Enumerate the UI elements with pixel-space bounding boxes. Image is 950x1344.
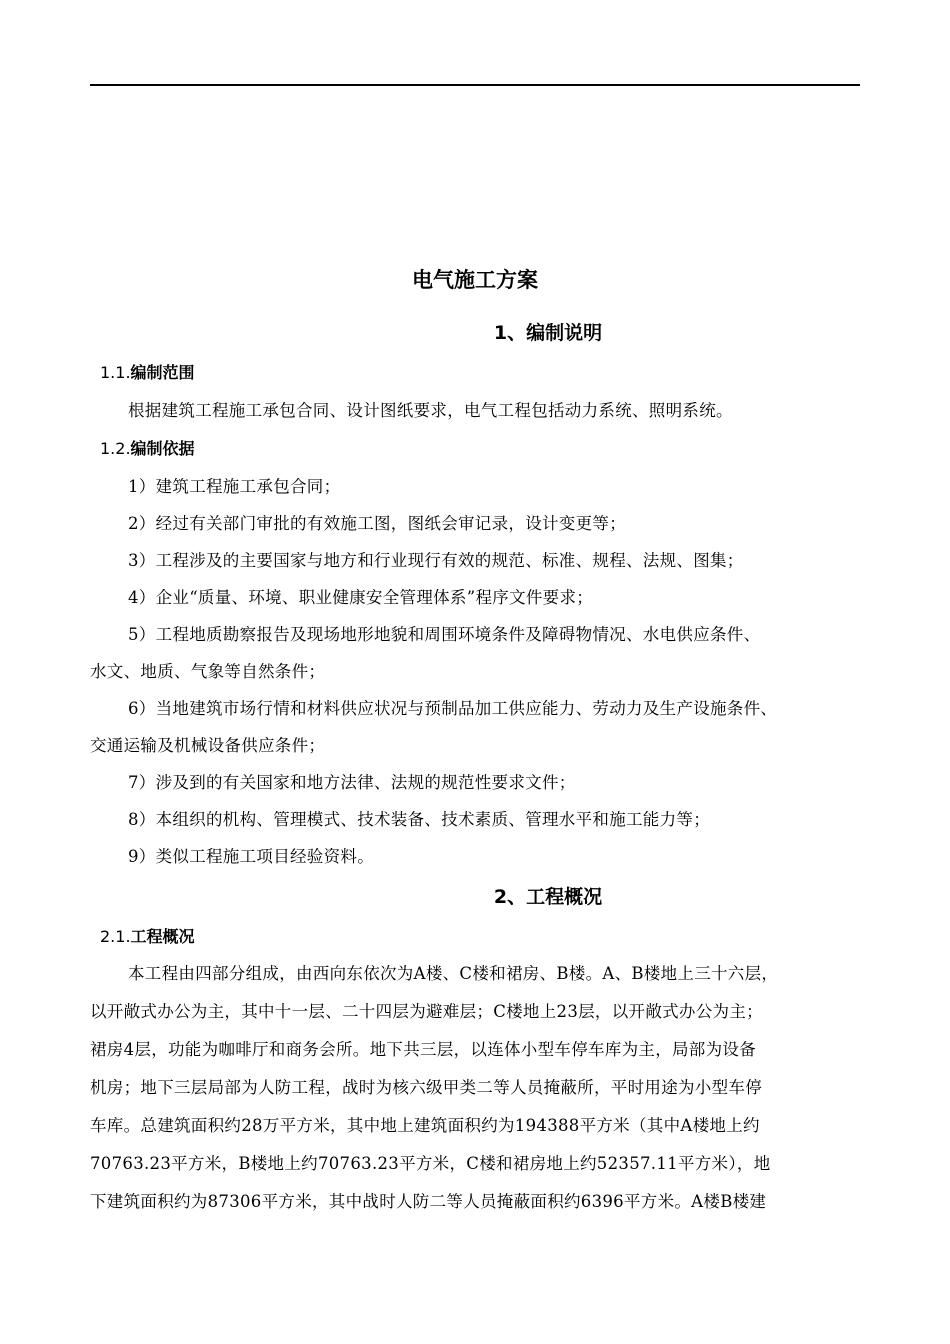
paragraph-line: 机房；地下三层局部为人防工程，战时为核六级甲类二等人员掩蔽所，平时用途为小型车停 (90, 1078, 762, 1097)
paragraph-line: 下建筑面积约为87306平方米，其中战时人防二等人员掩蔽面积约6396平方米。A楼B楼建 (90, 1192, 767, 1211)
subsection-title: 编制范围 (130, 363, 195, 382)
paragraph-line: 裙房4层，功能为咖啡厅和商务会所。地下共三层，以连体小型车停车库为主，局部为设备 (90, 1040, 756, 1059)
subsection-heading-1-1 (100, 360, 195, 383)
subsection-heading-2-1 (100, 924, 195, 947)
list-item: 9）类似工程施工项目经验资料。 (128, 847, 374, 866)
header-rule (90, 84, 860, 86)
list-item: 5）工程地质勘察报告及现场地形地貌和周围环境条件及障碍物情况、水电供应条件、 (128, 625, 761, 644)
list-item: 3）工程涉及的主要国家与地方和行业现行有效的规范、标准、规程、法规、图集； (128, 551, 744, 570)
list-item-continuation: 水文、地质、气象等自然条件； (90, 662, 326, 681)
subsection-heading-1-2 (100, 436, 195, 459)
paragraph-line: 根据建筑工程施工承包合同、设计图纸要求，电气工程包括动力系统、照明系统。 (128, 401, 733, 420)
subsection-number: 1.1. (100, 363, 131, 382)
subsection-number: 1.2. (100, 439, 131, 458)
subsection-title: 工程概况 (130, 927, 195, 946)
list-item-continuation: 交通运输及机械设备供应条件； (90, 736, 326, 755)
paragraph-line: 车库。总建筑面积约28万平方米，其中地上建筑面积约为194388平方米（其中A楼地上约 (90, 1116, 760, 1135)
paragraph-line: 70763.23平方米，B楼地上约70763.23平方米，C楼和裙房地上约52357.11平方米），地 (90, 1154, 771, 1173)
list-item: 6）当地建筑市场行情和材料供应状况与预制品加工供应能力、劳动力及生产设施条件、 (128, 699, 778, 718)
section-heading-2: 2、工程概况 (493, 886, 603, 908)
list-item: 4）企业“质量、环境、职业健康安全管理体系”程序文件要求； (128, 588, 594, 607)
list-item: 2）经过有关部门审批的有效施工图，图纸会审记录，设计变更等； (128, 514, 626, 533)
paragraph-line: 以开敞式办公为主，其中十一层、二十四层为避难层；C楼地上23层，以开敞式办公为主； (90, 1002, 763, 1021)
list-item: 8）本组织的机构、管理模式、技术装备、技术素质、管理水平和施工能力等； (128, 810, 710, 829)
paragraph-line: 本工程由四部分组成，由西向东依次为A楼、C楼和裙房、B楼。A、B楼地上三十六层， (128, 964, 779, 983)
document-title: 电气施工方案 (412, 268, 538, 292)
subsection-title: 编制依据 (130, 439, 195, 458)
section-heading-1: 1、编制说明 (493, 322, 603, 344)
list-item: 1）建筑工程施工承包合同； (128, 477, 341, 496)
list-item: 7）涉及到的有关国家和地方法律、法规的规范性要求文件； (128, 773, 576, 792)
subsection-number: 2.1. (100, 927, 131, 946)
